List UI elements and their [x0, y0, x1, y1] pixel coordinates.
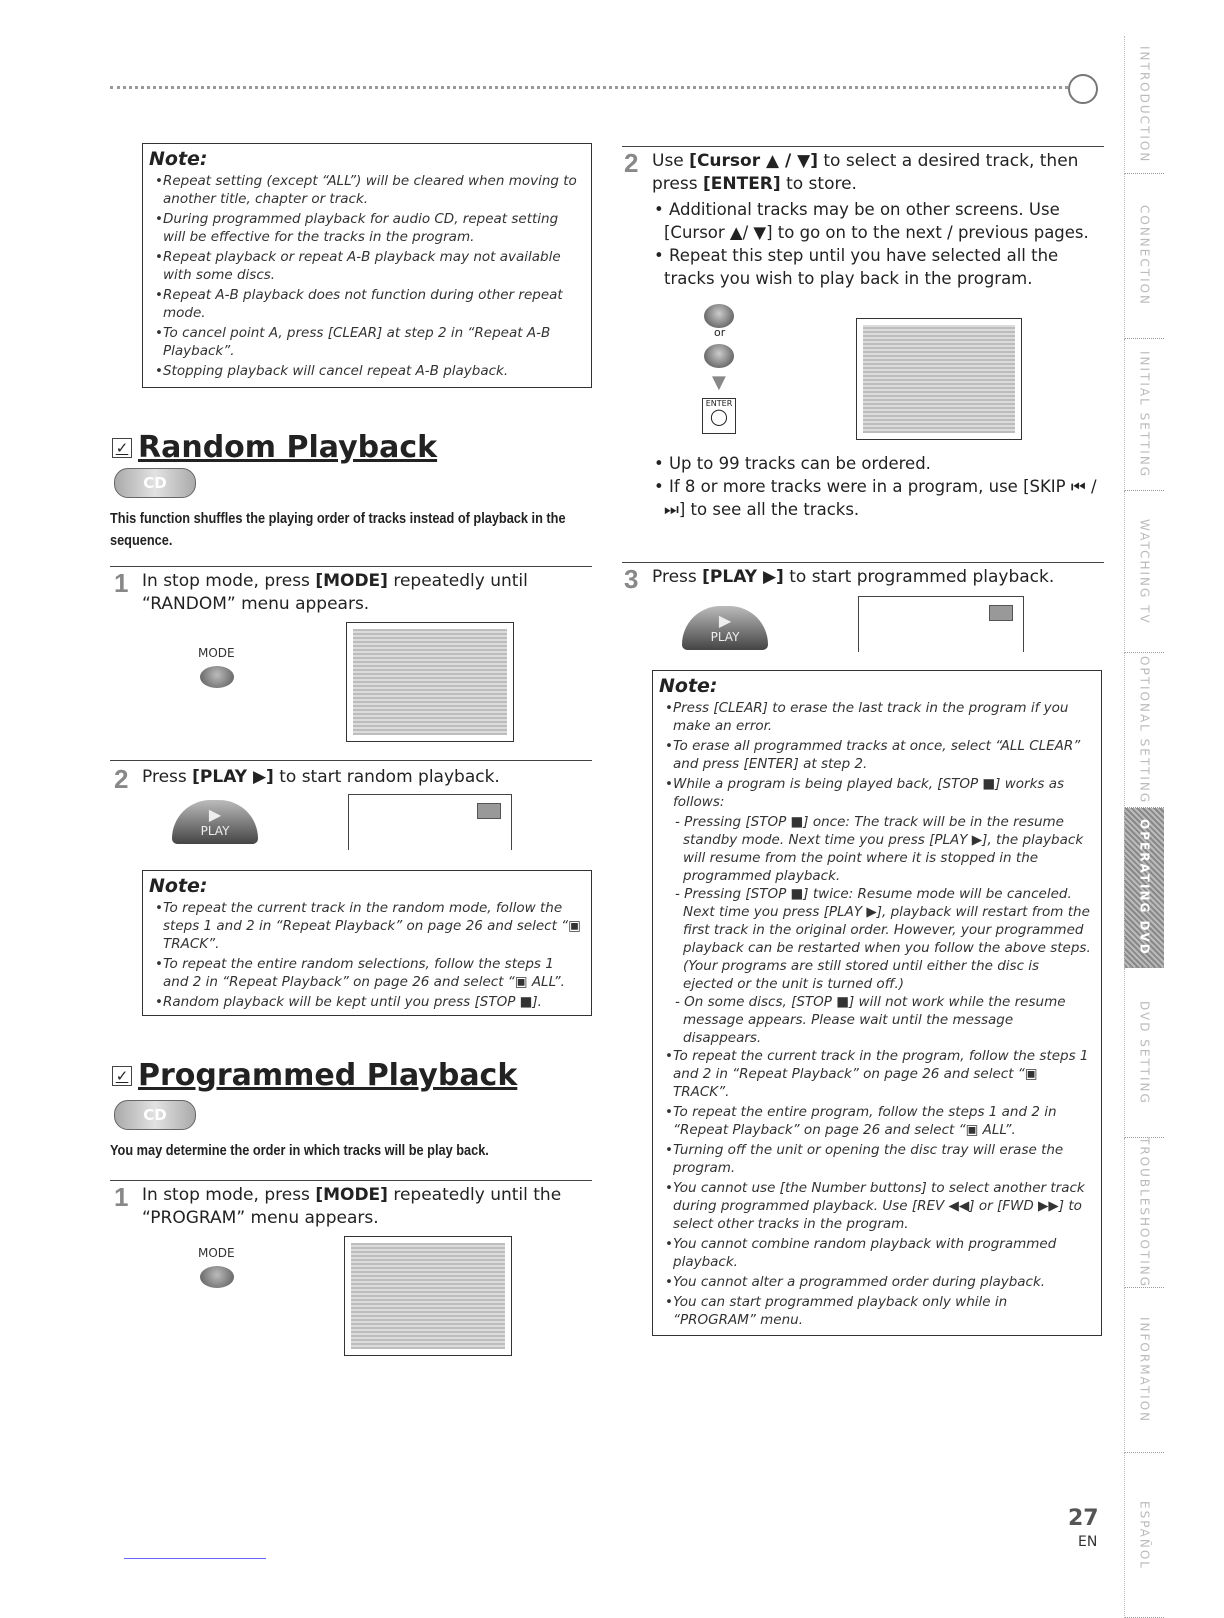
- note-item: - Pressing [STOP ■] twice: Resume mode will be canceled. Next time you press [PLAY ▶], playback will restart from the first track in the original order. However, your programmed playback can be restarted when you follow the above steps. (Your programs are still stored until either the disc is ejected or the unit is turned off.): [661, 885, 1093, 993]
- step-number: 2: [114, 764, 129, 794]
- bullet-item: • Up to 99 tracks can be ordered.: [654, 454, 931, 473]
- programmed-intro-text: You may determine the order in which tracks will be play back.: [110, 1142, 489, 1159]
- note-item: • During programmed playback for audio CD, repeat setting will be effective for the tracks in the program.: [151, 210, 583, 246]
- note-list: [151, 172, 583, 380]
- sidebar-tab-label: CONNECTION: [1137, 205, 1152, 307]
- mode-button-label: MODE: [198, 1246, 235, 1260]
- sidebar-tab-label: INITIAL SETTING: [1137, 350, 1152, 479]
- sidebar-tab-label: INFORMATION: [1137, 1316, 1152, 1424]
- random-step2-text: Press [PLAY ▶] to start random playback.: [142, 767, 500, 787]
- step-rule: [110, 566, 592, 567]
- sidebar-tab: [1124, 174, 1164, 339]
- cursor-down-button-icon: [704, 344, 734, 368]
- player-display: [348, 794, 512, 850]
- programmed-step1-text: In stop mode, press [MODE] repeatedly until the “PROGRAM” menu appears.: [142, 1185, 562, 1228]
- note-item: • Turning off the unit or opening the disc tray will erase the program.: [661, 1141, 1093, 1177]
- sidebar-tab-label: WATCHING TV: [1137, 518, 1152, 625]
- sidebar-tab: [1124, 1138, 1164, 1288]
- step-rule: [110, 760, 592, 761]
- step-rule: [622, 146, 1104, 147]
- sidebar-tab: [1124, 339, 1164, 491]
- cd-badge: CD: [114, 468, 196, 498]
- note-item: • Random playback will be kept until you press [STOP ■].: [151, 993, 583, 1011]
- sidebar-tab: [1124, 1453, 1164, 1618]
- step-rule: [110, 1180, 592, 1181]
- note-item: • Repeat playback or repeat A-B playback may not available with some discs.: [151, 248, 583, 284]
- top-circle-ornament: [1068, 74, 1098, 104]
- sidebar-tab: [1124, 968, 1164, 1138]
- note-item: • You can start programmed playback only while in “PROGRAM” menu.: [661, 1293, 1093, 1329]
- note-item: • To cancel point A, press [CLEAR] at step 2 in “Repeat A-B Playback”.: [151, 324, 583, 360]
- cd-badge: CD: [114, 1100, 196, 1130]
- bullet-item: • Additional tracks may be on other screens. Use [Cursor ▲/ ▼] to go on to the next / previous pages.: [654, 200, 1089, 242]
- program-step2-bullets-2: [652, 452, 1098, 521]
- sidebar-tab: [1124, 653, 1164, 808]
- step-number: 1: [114, 568, 129, 598]
- program-step3-text: Press [PLAY ▶] to start programmed playback.: [652, 567, 1055, 587]
- sidebar-tab-label: DVD SETTING: [1137, 1000, 1152, 1105]
- top-dotted-rule: [110, 86, 1075, 89]
- note-item: • You cannot alter a programmed order during playback.: [661, 1273, 1093, 1291]
- down-arrow-icon: ▼: [712, 372, 726, 393]
- program-track-screen: [856, 318, 1022, 440]
- note-title: Note:: [149, 875, 208, 897]
- random-intro-text: This function shuffles the playing order of tracks instead of playback in the sequence.: [110, 510, 566, 549]
- sidebar-tab-label: OPERATING DVD: [1137, 819, 1152, 956]
- mode-button-label: MODE: [198, 646, 235, 660]
- sidebar-tab: [1124, 1288, 1164, 1453]
- note-item: • You cannot combine random playback with programmed playback.: [661, 1235, 1093, 1271]
- sidebar-tab-label: ESPAÑOL: [1137, 1500, 1152, 1570]
- enter-button-icon: ENTER ◯: [702, 398, 736, 434]
- sidebar-tab-label: OPTIONAL SETTING: [1137, 655, 1152, 805]
- mode-button-icon: [200, 666, 234, 688]
- random-step1-text: In stop mode, press [MODE] repeatedly until “RANDOM” menu appears.: [142, 571, 528, 614]
- note-title: Note:: [659, 675, 718, 697]
- note-item: • To repeat the entire program, follow the steps 1 and 2 in “Repeat Playback” on page 26 and select “▣ ALL”.: [661, 1103, 1093, 1139]
- mode-button-icon: [200, 1266, 234, 1288]
- sidebar-tab-label: INTRODUCTION: [1137, 45, 1152, 164]
- note-item: • Repeat A-B playback does not function during other repeat mode.: [151, 286, 583, 322]
- footer-rule: [124, 1558, 266, 1559]
- note-item: - On some discs, [STOP ■] will not work while the resume message appears. Please wait until the message disappears.: [661, 993, 1093, 1047]
- program-note-box: [652, 670, 1102, 1336]
- step-number: 3: [624, 564, 639, 594]
- program-step2-text: Use [Cursor ▲ / ▼] to select a desired track, then press [ENTER] to store.: [652, 151, 1079, 194]
- sidebar-tab-label: TROUBLESHOOTING: [1137, 1136, 1152, 1289]
- bullet-item: • Repeat this step until you have selected all the tracks you wish to play back in the program.: [654, 246, 1059, 288]
- sidebar-tab: [1124, 808, 1164, 968]
- program-menu-screen: [344, 1236, 512, 1356]
- play-button-icon: ▶ PLAY: [682, 606, 768, 650]
- random-playback-heading: [112, 430, 437, 465]
- note-item: - Pressing [STOP ■] once: The track will be in the resume standby mode. Next time you press [PLAY ▶], the playback will resume from the point where it is stopped in the programmed playback.: [661, 813, 1093, 885]
- note-list: [661, 699, 1093, 1329]
- note-item: • Press [CLEAR] to erase the last track in the program if you make an error.: [661, 699, 1093, 735]
- step-number: 2: [624, 148, 639, 178]
- note-item: • To repeat the current track in the program, follow the steps 1 and 2 in “Repeat Playback” on page 26 and select “▣ TRACK”.: [661, 1047, 1093, 1101]
- display-icon: [989, 605, 1013, 621]
- note-item: • To repeat the current track in the random mode, follow the steps 1 and 2 in “Repeat Playback” on page 26 and select “▣ TRACK”.: [151, 899, 583, 953]
- page-number: 27: [1068, 1506, 1099, 1531]
- player-display: [858, 596, 1024, 652]
- sidebar-tab: [1124, 491, 1164, 653]
- note-item: • To repeat the entire random selections, follow the steps 1 and 2 in “Repeat Playback” on page 26 and select “▣ ALL”.: [151, 955, 583, 991]
- checkbox-icon: ✓: [112, 1066, 132, 1086]
- section-title: Programmed Playback: [138, 1058, 518, 1093]
- page-language: EN: [1078, 1534, 1098, 1550]
- bullet-item: • If 8 or more tracks were in a program, use [SKIP ⏮ / ⏭] to see all the tracks.: [654, 477, 1097, 519]
- section-title: Random Playback: [138, 430, 438, 465]
- random-menu-screen: [346, 622, 514, 742]
- sidebar-tab: [1124, 36, 1164, 174]
- random-note-box: [142, 870, 592, 1016]
- note-list: [151, 899, 583, 1011]
- step-number: 1: [114, 1182, 129, 1212]
- display-icon: [477, 803, 501, 819]
- program-step2-bullets: [652, 198, 1098, 290]
- or-label: or: [714, 326, 726, 339]
- note-item: • To erase all programmed tracks at once, select “ALL CLEAR” and press [ENTER] at step 2.: [661, 737, 1093, 773]
- note-item: • Stopping playback will cancel repeat A-B playback.: [151, 362, 583, 380]
- note-item: • You cannot use [the Number buttons] to select another track during programmed playback. Use [REV ◀◀] or [FWD ▶▶] to select other tracks in the program.: [661, 1179, 1093, 1233]
- repeat-note-box: [142, 143, 592, 388]
- play-button-icon: ▶ PLAY: [172, 800, 258, 844]
- checkbox-icon: ✓: [112, 438, 132, 458]
- step-rule: [622, 562, 1104, 563]
- note-title: Note:: [149, 148, 208, 170]
- note-item: • While a program is being played back, [STOP ■] works as follows:: [661, 775, 1093, 811]
- note-item: • Repeat setting (except “ALL”) will be cleared when moving to another title, chapter or track.: [151, 172, 583, 208]
- programmed-playback-heading: [112, 1058, 517, 1093]
- cursor-up-button-icon: [704, 304, 734, 328]
